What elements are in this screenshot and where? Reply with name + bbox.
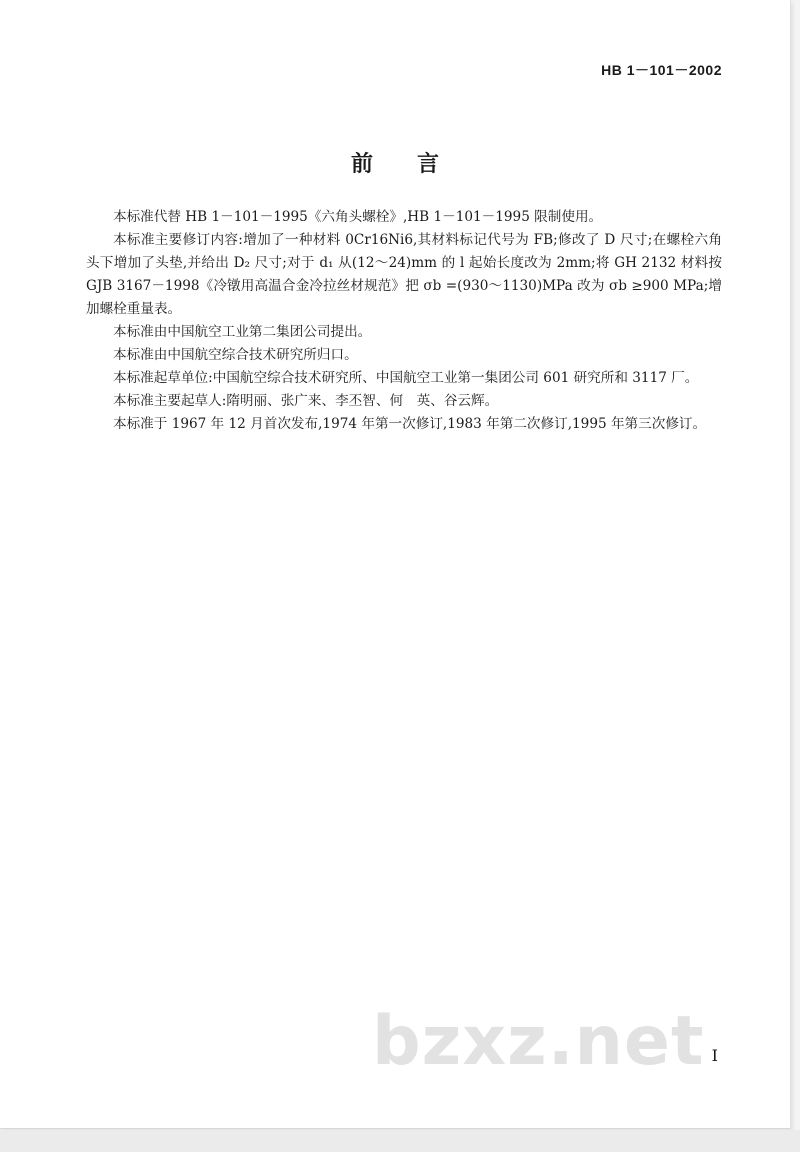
site-watermark: bzxz.net xyxy=(372,1002,705,1081)
title-char-2: 言 xyxy=(417,152,440,177)
paragraph-drafters: 本标准主要起草人:隋明丽、张广来、李丕智、何 英、谷云辉。 xyxy=(113,393,499,409)
paragraph-replacement: 本标准代替 HB 1－101－1995《六角头螺栓》,HB 1－101－1995 限制使用。 xyxy=(113,209,603,225)
paragraph-drafting-units: 本标准起草单位:中国航空综合技术研究所、中国航空工业第一集团公司 601 研究所和 3117 厂。 xyxy=(113,370,699,386)
viewer-bottom-strip xyxy=(0,1130,800,1152)
document-code: HB 1－101－2002 xyxy=(601,62,722,78)
paragraph-administrator: 本标准由中国航空综合技术研究所归口。 xyxy=(113,347,358,363)
page-number: I xyxy=(711,1046,718,1065)
paragraph-history: 本标准于 1967 年 12 月首次发布,1974 年第一次修订,1983 年第二次修订,1995 年第三次修订。 xyxy=(113,416,707,432)
paragraph-revisions: 本标准主要修订内容:增加了一种材料 0Cr16Ni6,其材料标记代号为 FB;修改了 D 尺寸;在螺栓六角头下增加了头垫,并给出 D₂ 尺寸;对于 d₁ 从(12～24)mm 的 l 起始长度改为 2mm;将 GH 2132 材料按 GJB 3167－1998《冷镦用高温合金冷拉丝材规范》把 σb =(930～1130)MPa 改为 σb ≥900 MPa;增加螺栓重量表。 xyxy=(86,232,722,317)
foreword-body xyxy=(86,206,722,436)
page-title xyxy=(0,147,790,178)
paragraph-proposer: 本标准由中国航空工业第二集团公司提出。 xyxy=(113,324,372,340)
title-char-1: 前 xyxy=(350,152,373,177)
